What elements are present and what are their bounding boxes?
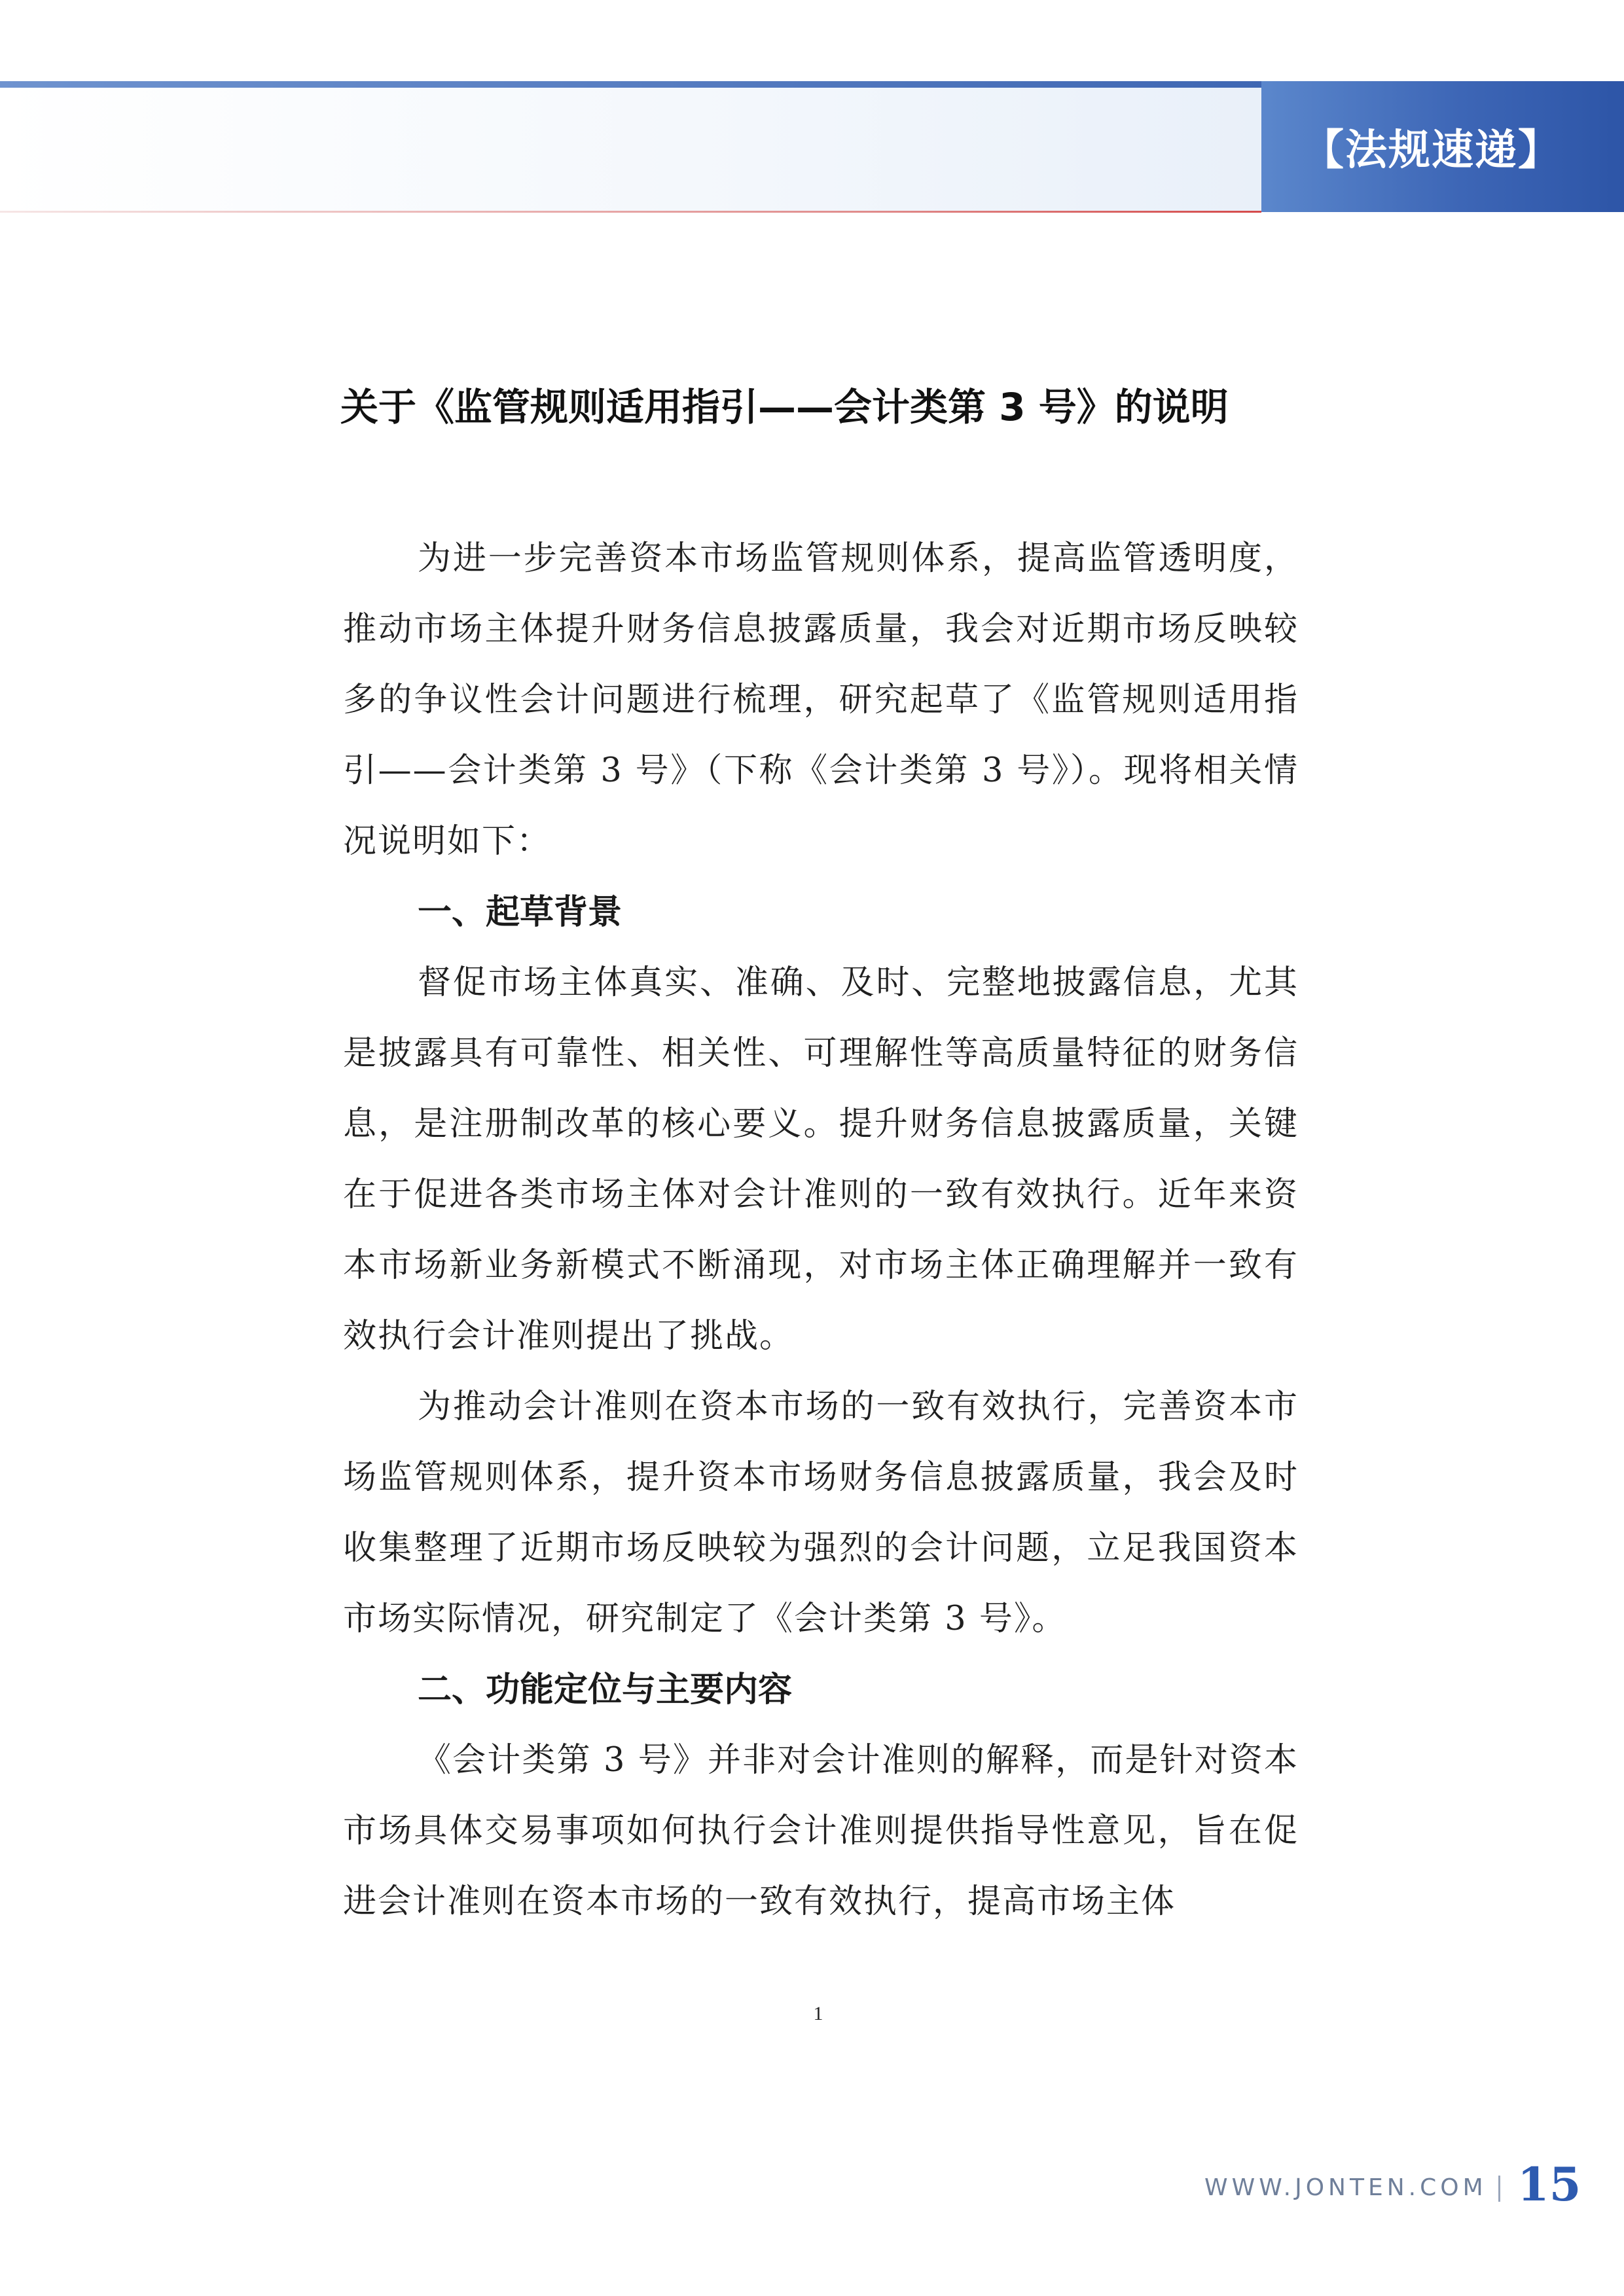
footer-divider xyxy=(1498,2176,1500,2202)
header-band xyxy=(0,88,1261,212)
function-paragraph-1: 《会计类第 3 号》并非对会计准则的解释，而是针对资本市场具体交易事项如何执行会计准则提供指导性意见，旨在促进会计准则在资本市场的一致有效执行，提高市场主体 xyxy=(343,1741,1299,1921)
header-accent-line xyxy=(0,211,1261,213)
section-heading-background: 一、起草背景 xyxy=(418,893,623,932)
intro-paragraph: 为进一步完善资本市场监管规则体系，提高监管透明度，推动市场主体提升财务信息披露质量，我会对近期市场反映较多的争议性会计问题进行梳理，研究起草了《监管规则适用指引——会计类第 3 号》（下称《会计类第 3 号》）。现将相关情况说明如下： xyxy=(343,539,1299,861)
document-body xyxy=(343,524,1299,1937)
background-paragraph-1: 督促市场主体真实、准确、及时、完整地披露信息，尤其是披露具有可靠性、相关性、可理解性等高质量特征的财务信息，是注册制改革的核心要义。提升财务信息披露质量，关键在于促进各类市场主体对会计准则的一致有效执行。近年来资本市场新业务新模式不断涌现，对市场主体正确理解并一致有效执行会计准则提出了挑战。 xyxy=(343,963,1299,1355)
footer-website: WWW.JONTEN.COM xyxy=(1204,2174,1487,2201)
footer-page-number: 15 xyxy=(1517,2157,1581,2212)
header-top-line xyxy=(0,81,1261,88)
background-paragraph-2: 为推动会计准则在资本市场的一致有效执行，完善资本市场监管规则体系，提升资本市场财务信息披露质量，我会及时收集整理了近期市场反映较为强烈的会计问题，立足我国资本市场实际情况，研究制定了《会计类第 3 号》。 xyxy=(343,1388,1299,1638)
document-title: 关于《监管规则适用指引——会计类第 3 号》的说明 xyxy=(340,385,1229,429)
section-heading-function: 二、功能定位与主要内容 xyxy=(418,1670,793,1710)
header-section-tag: 【法规速递】 xyxy=(1261,81,1624,212)
inner-page-number: 1 xyxy=(813,2003,823,2024)
